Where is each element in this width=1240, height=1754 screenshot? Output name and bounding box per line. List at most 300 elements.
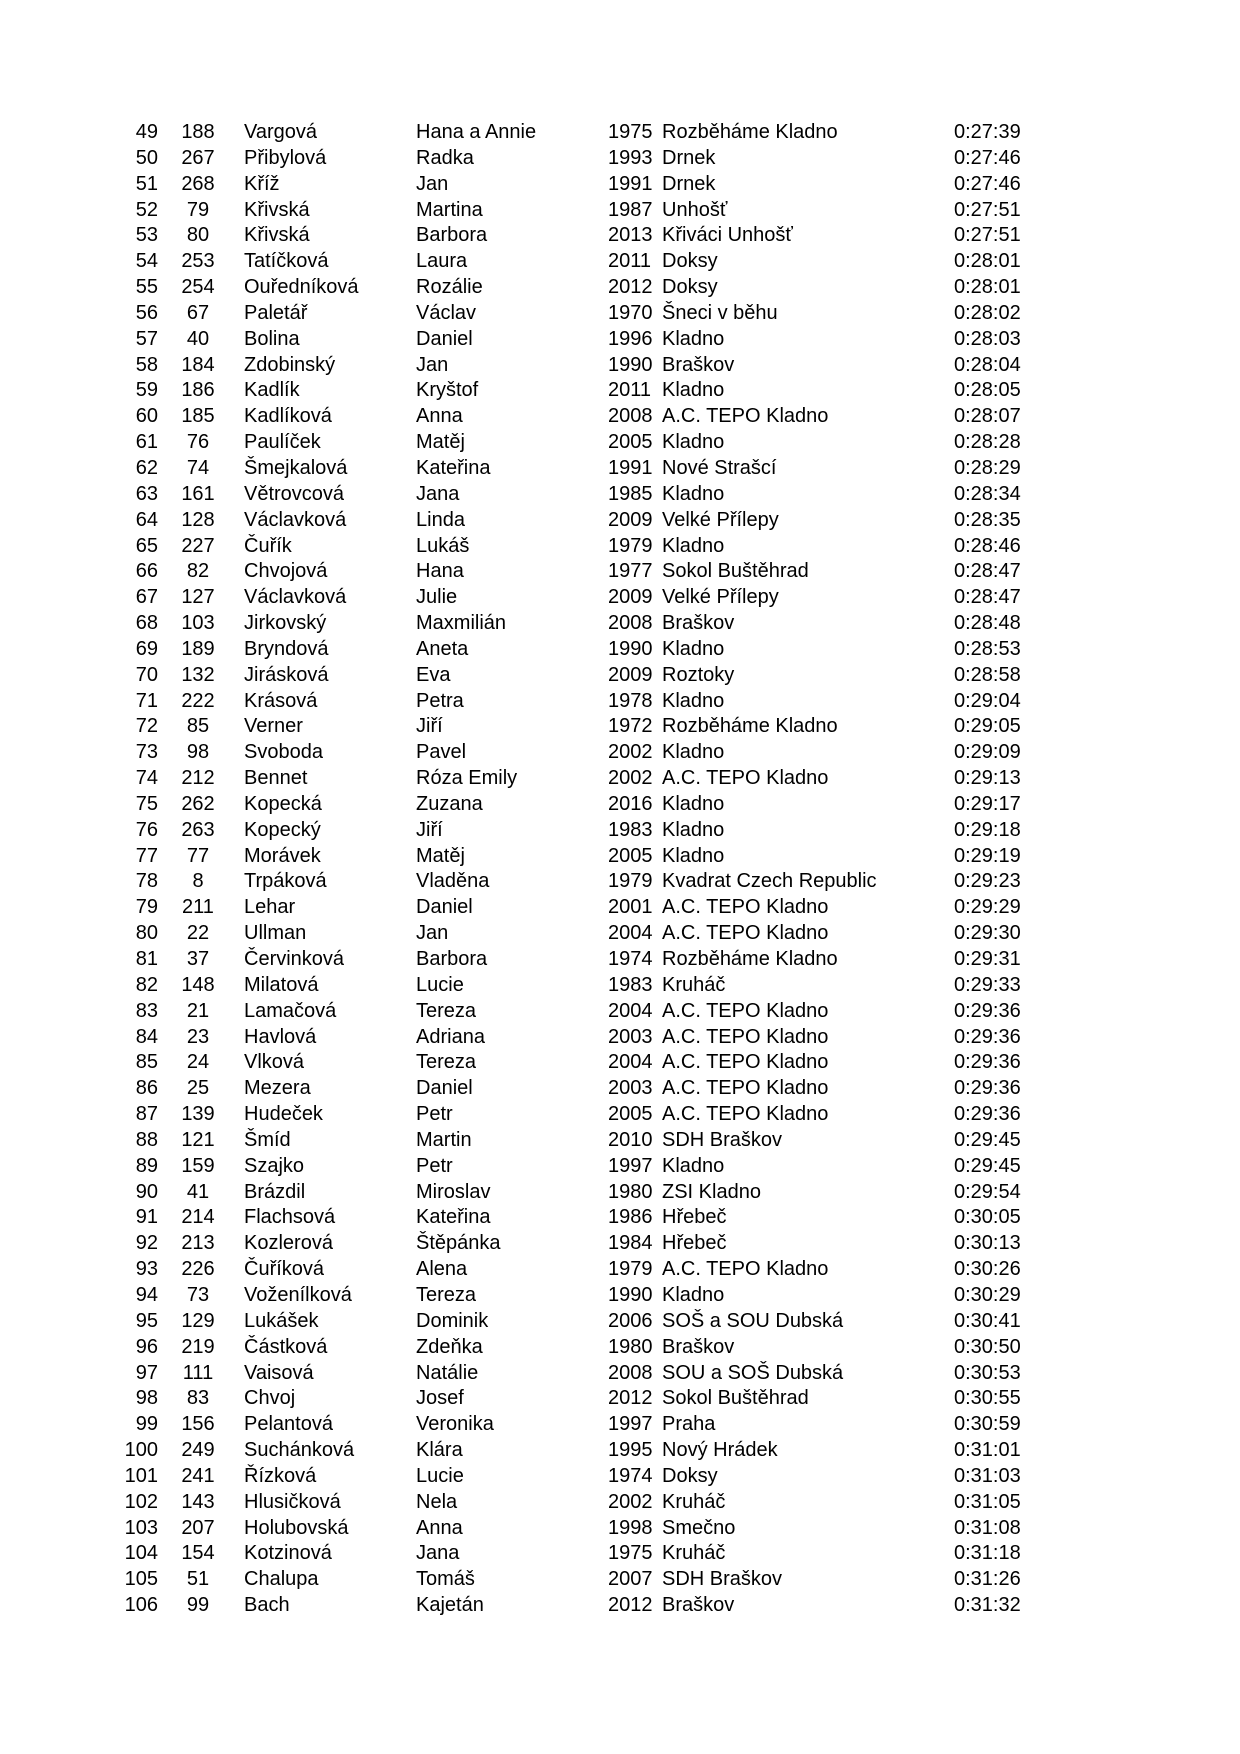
rank-cell: 69	[135, 637, 158, 660]
surname-cell: Svoboda	[244, 741, 323, 764]
rank-cell: 103	[124, 1516, 158, 1539]
rank-cell: 74	[135, 767, 158, 790]
club-cell: A.C. TEPO Kladno	[662, 922, 829, 945]
first-name-cell: Veronika	[416, 1413, 494, 1436]
table-row	[0, 1128, 1240, 1154]
birth-year-cell: 1975	[608, 1542, 653, 1565]
rank-cell: 93	[135, 1258, 158, 1281]
rank-cell: 83	[135, 999, 158, 1022]
finish-time-cell: 0:28:01	[954, 276, 1021, 299]
club-cell: Drnek	[662, 146, 716, 169]
first-name-cell: Hana a Annie	[416, 121, 537, 143]
first-name-cell: Alena	[416, 1258, 468, 1281]
table-row	[0, 869, 1240, 895]
finish-time-cell: 0:29:45	[954, 1154, 1021, 1177]
club-cell: Kladno	[662, 534, 725, 557]
rank-cell: 68	[135, 612, 158, 635]
club-cell: Unhošť	[662, 198, 728, 221]
bib-cell: 254	[181, 276, 215, 299]
table-row	[0, 1025, 1240, 1051]
results-table	[0, 120, 1240, 1619]
first-name-cell: Václav	[416, 301, 477, 324]
first-name-cell: Natálie	[416, 1361, 479, 1384]
birth-year-cell: 1993	[608, 146, 653, 169]
birth-year-cell: 1980	[608, 1180, 653, 1203]
finish-time-cell: 0:29:31	[954, 948, 1021, 970]
finish-time-cell: 0:28:04	[954, 353, 1021, 376]
first-name-cell: Adriana	[416, 1025, 485, 1048]
table-row	[0, 1593, 1240, 1619]
table-row	[0, 198, 1240, 224]
surname-cell: Šmejkalová	[244, 456, 348, 479]
table-row	[0, 508, 1240, 534]
first-name-cell: Laura	[416, 250, 468, 273]
rank-cell: 100	[124, 1439, 158, 1462]
surname-cell: Krásová	[244, 689, 318, 712]
rank-cell: 60	[135, 405, 158, 428]
rank-cell: 52	[135, 198, 158, 221]
bib-cell: 67	[186, 301, 210, 324]
first-name-cell: Kateřina	[416, 456, 491, 479]
club-cell: A.C. TEPO Kladno	[662, 1103, 829, 1126]
surname-cell: Trpáková	[244, 870, 327, 893]
rank-cell: 75	[135, 792, 158, 815]
surname-cell: Havlová	[244, 1025, 317, 1048]
surname-cell: Kopecká	[244, 792, 322, 815]
rank-cell: 105	[124, 1568, 158, 1591]
finish-time-cell: 0:29:45	[954, 1128, 1021, 1151]
rank-cell: 67	[135, 586, 158, 609]
first-name-cell: Petr	[416, 1154, 453, 1177]
birth-year-cell: 1978	[608, 689, 653, 712]
bib-cell: 213	[181, 1232, 215, 1255]
birth-year-cell: 2006	[608, 1309, 653, 1332]
bib-cell: 80	[186, 224, 210, 247]
first-name-cell: Jan	[416, 353, 449, 376]
bib-cell: 185	[181, 405, 215, 428]
club-cell: Kruháč	[662, 1542, 726, 1565]
surname-cell: Vlková	[244, 1051, 305, 1074]
finish-time-cell: 0:30:26	[954, 1258, 1021, 1281]
surname-cell: Chvojová	[244, 560, 328, 583]
surname-cell: Kozlerová	[244, 1232, 333, 1255]
rank-cell: 82	[135, 973, 158, 996]
bib-cell: 207	[181, 1516, 215, 1539]
rank-cell: 97	[135, 1361, 158, 1384]
club-cell: Sokol Buštěhrad	[662, 1387, 809, 1410]
table-row	[0, 689, 1240, 715]
club-cell: Doksy	[662, 1464, 718, 1487]
first-name-cell: Jana	[416, 1542, 460, 1565]
rank-cell: 77	[135, 844, 158, 867]
finish-time-cell: 0:31:32	[954, 1594, 1021, 1617]
bib-cell: 74	[186, 456, 210, 479]
table-row	[0, 844, 1240, 870]
club-cell: Kladno	[662, 792, 725, 815]
finish-time-cell: 0:29:36	[954, 1025, 1021, 1048]
finish-time-cell: 0:27:39	[954, 121, 1021, 143]
bib-cell: 82	[186, 560, 210, 583]
club-cell: Kladno	[662, 741, 725, 764]
rank-cell: 88	[135, 1128, 158, 1151]
birth-year-cell: 2005	[608, 1103, 653, 1126]
birth-year-cell: 2012	[608, 1387, 653, 1410]
table-row	[0, 482, 1240, 508]
bib-cell: 127	[181, 586, 215, 609]
finish-time-cell: 0:28:46	[954, 534, 1021, 557]
club-cell: Rozběháme Kladno	[662, 715, 838, 738]
club-cell: A.C. TEPO Kladno	[662, 1077, 829, 1100]
first-name-cell: Kryštof	[416, 379, 479, 402]
table-row	[0, 1464, 1240, 1490]
finish-time-cell: 0:28:02	[954, 301, 1021, 324]
club-cell: Šneci v běhu	[662, 301, 778, 324]
first-name-cell: Klára	[416, 1439, 463, 1462]
rank-cell: 63	[135, 482, 158, 505]
birth-year-cell: 2016	[608, 792, 653, 815]
rank-cell: 54	[135, 250, 158, 273]
finish-time-cell: 0:30:53	[954, 1361, 1021, 1384]
bib-cell: 24	[186, 1051, 210, 1074]
surname-cell: Tatíčková	[244, 250, 329, 273]
birth-year-cell: 1991	[608, 456, 653, 479]
bib-cell: 189	[181, 637, 215, 660]
finish-time-cell: 0:29:33	[954, 973, 1021, 996]
club-cell: A.C. TEPO Kladno	[662, 896, 829, 919]
first-name-cell: Hana	[416, 560, 464, 583]
surname-cell: Červinková	[244, 948, 345, 970]
table-row	[0, 1154, 1240, 1180]
table-row	[0, 1231, 1240, 1257]
birth-year-cell: 1980	[608, 1335, 653, 1358]
club-cell: Velké Přílepy	[662, 508, 779, 531]
surname-cell: Čuříková	[244, 1258, 325, 1281]
bib-cell: 159	[181, 1154, 215, 1177]
finish-time-cell: 0:27:51	[954, 198, 1021, 221]
rank-cell: 94	[135, 1283, 158, 1306]
first-name-cell: Maxmilián	[416, 612, 507, 635]
club-cell: Braškov	[662, 1594, 735, 1617]
surname-cell: Částková	[244, 1335, 328, 1358]
surname-cell: Bolina	[244, 327, 300, 350]
first-name-cell: Linda	[416, 508, 465, 531]
club-cell: Rozběháme Kladno	[662, 948, 838, 970]
finish-time-cell: 0:28:34	[954, 482, 1021, 505]
club-cell: Sokol Buštěhrad	[662, 560, 809, 583]
club-cell: Hřebeč	[662, 1232, 727, 1255]
bib-cell: 214	[181, 1206, 215, 1229]
birth-year-cell: 2008	[608, 612, 653, 635]
surname-cell: Ouředníková	[244, 276, 359, 299]
club-cell: Roztoky	[662, 663, 735, 686]
bib-cell: 41	[186, 1180, 210, 1203]
club-cell: A.C. TEPO Kladno	[662, 767, 829, 790]
table-row	[0, 714, 1240, 740]
birth-year-cell: 1979	[608, 534, 653, 557]
surname-cell: Morávek	[244, 844, 321, 867]
rank-cell: 86	[135, 1077, 158, 1100]
club-cell: Kvadrat Czech Republic	[662, 870, 877, 893]
first-name-cell: Daniel	[416, 896, 473, 919]
surname-cell: Hlusičková	[244, 1490, 341, 1513]
bib-cell: 21	[186, 999, 210, 1022]
rank-cell: 106	[124, 1594, 158, 1617]
first-name-cell: Daniel	[416, 1077, 473, 1100]
table-row	[0, 1050, 1240, 1076]
table-row	[0, 1412, 1240, 1438]
birth-year-cell: 2003	[608, 1077, 653, 1100]
finish-time-cell: 0:29:23	[954, 870, 1021, 893]
finish-time-cell: 0:31:08	[954, 1516, 1021, 1539]
table-row	[0, 353, 1240, 379]
first-name-cell: Matěj	[416, 844, 465, 867]
table-row	[0, 740, 1240, 766]
club-cell: Kladno	[662, 818, 725, 841]
bib-cell: 128	[181, 508, 215, 531]
club-cell: A.C. TEPO Kladno	[662, 1258, 829, 1281]
table-row	[0, 378, 1240, 404]
rank-cell: 72	[135, 715, 158, 738]
table-row	[0, 999, 1240, 1025]
table-row	[0, 663, 1240, 689]
surname-cell: Chvoj	[244, 1387, 296, 1410]
table-row	[0, 172, 1240, 198]
rank-cell: 104	[124, 1542, 158, 1565]
bib-cell: 132	[181, 663, 215, 686]
finish-time-cell: 0:31:26	[954, 1568, 1021, 1591]
first-name-cell: Petr	[416, 1103, 453, 1126]
birth-year-cell: 1983	[608, 818, 653, 841]
surname-cell: Paletář	[244, 301, 308, 324]
finish-time-cell: 0:29:18	[954, 818, 1021, 841]
first-name-cell: Jan	[416, 922, 449, 945]
rank-cell: 57	[135, 327, 158, 350]
finish-time-cell: 0:30:55	[954, 1387, 1021, 1410]
surname-cell: Křivská	[244, 198, 310, 221]
table-row	[0, 223, 1240, 249]
club-cell: ZSI Kladno	[662, 1180, 761, 1203]
rank-cell: 50	[135, 146, 158, 169]
birth-year-cell: 2008	[608, 405, 653, 428]
first-name-cell: Jiří	[416, 715, 443, 738]
surname-cell: Suchánková	[244, 1439, 355, 1462]
bib-cell: 98	[186, 741, 210, 764]
birth-year-cell: 2004	[608, 999, 653, 1022]
rank-cell: 78	[135, 870, 158, 893]
first-name-cell: Vladěna	[416, 870, 490, 893]
bib-cell: 263	[181, 818, 215, 841]
surname-cell: Chalupa	[244, 1568, 319, 1591]
rank-cell: 79	[135, 896, 158, 919]
rank-cell: 96	[135, 1335, 158, 1358]
rank-cell: 51	[135, 172, 158, 195]
club-cell: Kladno	[662, 379, 725, 402]
first-name-cell: Pavel	[416, 741, 467, 764]
bib-cell: 76	[186, 431, 210, 454]
table-row	[0, 430, 1240, 456]
bib-cell: 156	[181, 1413, 215, 1436]
finish-time-cell: 0:29:36	[954, 1051, 1021, 1074]
finish-time-cell: 0:30:41	[954, 1309, 1021, 1332]
birth-year-cell: 2011	[608, 250, 652, 273]
birth-year-cell: 1972	[608, 715, 653, 738]
bib-cell: 79	[186, 198, 210, 221]
club-cell: SDH Braškov	[662, 1568, 783, 1591]
birth-year-cell: 1975	[608, 121, 653, 143]
finish-time-cell: 0:29:36	[954, 1077, 1021, 1100]
table-row	[0, 1076, 1240, 1102]
bib-cell: 188	[181, 121, 215, 143]
rank-cell: 99	[135, 1413, 158, 1436]
surname-cell: Kadlíková	[244, 405, 332, 428]
first-name-cell: Jan	[416, 172, 449, 195]
table-row	[0, 1567, 1240, 1593]
table-row	[0, 1490, 1240, 1516]
finish-time-cell: 0:29:05	[954, 715, 1021, 738]
table-row	[0, 1102, 1240, 1128]
finish-time-cell: 0:29:19	[954, 844, 1021, 867]
bib-cell: 129	[181, 1309, 215, 1332]
finish-time-cell: 0:27:51	[954, 224, 1021, 247]
surname-cell: Flachsová	[244, 1206, 336, 1229]
club-cell: Kladno	[662, 689, 725, 712]
surname-cell: Kříž	[244, 172, 280, 195]
finish-time-cell: 0:28:28	[954, 431, 1021, 454]
bib-cell: 161	[181, 482, 215, 505]
bib-cell: 99	[186, 1594, 210, 1617]
rank-cell: 81	[135, 948, 158, 970]
surname-cell: Voženílková	[244, 1283, 352, 1306]
surname-cell: Holubovská	[244, 1516, 349, 1539]
first-name-cell: Daniel	[416, 327, 473, 350]
table-row	[0, 1309, 1240, 1335]
rank-cell: 80	[135, 922, 158, 945]
table-row	[0, 1283, 1240, 1309]
club-cell: Nové Strašcí	[662, 456, 777, 479]
first-name-cell: Jiří	[416, 818, 443, 841]
rank-cell: 70	[135, 663, 158, 686]
bib-cell: 267	[181, 146, 215, 169]
finish-time-cell: 0:29:09	[954, 741, 1021, 764]
table-row	[0, 766, 1240, 792]
finish-time-cell: 0:28:58	[954, 663, 1021, 686]
surname-cell: Szajko	[244, 1154, 305, 1177]
rank-cell: 98	[135, 1387, 158, 1410]
finish-time-cell: 0:30:05	[954, 1206, 1021, 1229]
birth-year-cell: 2010	[608, 1128, 653, 1151]
table-row	[0, 1541, 1240, 1567]
bib-cell: 8	[192, 870, 204, 893]
finish-time-cell: 0:30:29	[954, 1283, 1021, 1306]
rank-cell: 85	[135, 1051, 158, 1074]
club-cell: Nový Hrádek	[662, 1439, 778, 1462]
table-row	[0, 275, 1240, 301]
surname-cell: Čuřík	[244, 534, 292, 557]
finish-time-cell: 0:28:01	[954, 250, 1021, 273]
first-name-cell: Petra	[416, 689, 464, 712]
surname-cell: Verner	[244, 715, 303, 738]
first-name-cell: Tereza	[416, 1051, 477, 1074]
birth-year-cell: 1990	[608, 1283, 653, 1306]
rank-cell: 62	[135, 456, 158, 479]
surname-cell: Václavková	[244, 586, 347, 609]
table-row	[0, 947, 1240, 973]
table-row	[0, 301, 1240, 327]
club-cell: Braškov	[662, 353, 735, 376]
club-cell: Rozběháme Kladno	[662, 121, 838, 143]
birth-year-cell: 1995	[608, 1439, 653, 1462]
first-name-cell: Kajetán	[416, 1594, 484, 1617]
bib-cell: 262	[181, 792, 215, 815]
rank-cell: 84	[135, 1025, 158, 1048]
first-name-cell: Dominik	[416, 1309, 489, 1332]
table-row	[0, 120, 1240, 146]
birth-year-cell: 2011	[608, 379, 652, 402]
bib-cell: 23	[186, 1025, 210, 1048]
birth-year-cell: 2001	[608, 896, 653, 919]
finish-time-cell: 0:29:54	[954, 1180, 1021, 1203]
bib-cell: 121	[181, 1128, 215, 1151]
club-cell: Kladno	[662, 1283, 725, 1306]
finish-time-cell: 0:28:29	[954, 456, 1021, 479]
birth-year-cell: 1987	[608, 198, 653, 221]
surname-cell: Kotzinová	[244, 1542, 332, 1565]
first-name-cell: Zdeňka	[416, 1335, 483, 1358]
finish-time-cell: 0:27:46	[954, 146, 1021, 169]
rank-cell: 66	[135, 560, 158, 583]
first-name-cell: Zuzana	[416, 792, 483, 815]
surname-cell: Šmíd	[244, 1128, 291, 1151]
bib-cell: 37	[186, 948, 210, 970]
rank-cell: 56	[135, 301, 158, 324]
first-name-cell: Martin	[416, 1128, 472, 1151]
bib-cell: 186	[181, 379, 215, 402]
club-cell: A.C. TEPO Kladno	[662, 999, 829, 1022]
birth-year-cell: 1984	[608, 1232, 653, 1255]
birth-year-cell: 1985	[608, 482, 653, 505]
table-row	[0, 611, 1240, 637]
bib-cell: 83	[186, 1387, 210, 1410]
bib-cell: 148	[181, 973, 215, 996]
rank-cell: 53	[135, 224, 158, 247]
birth-year-cell: 2009	[608, 508, 653, 531]
finish-time-cell: 0:29:30	[954, 922, 1021, 945]
finish-time-cell: 0:28:03	[954, 327, 1021, 350]
finish-time-cell: 0:29:36	[954, 999, 1021, 1022]
finish-time-cell: 0:28:35	[954, 508, 1021, 531]
first-name-cell: Štěpánka	[416, 1232, 501, 1255]
rank-cell: 76	[135, 818, 158, 841]
rank-cell: 95	[135, 1309, 158, 1332]
club-cell: Praha	[662, 1413, 716, 1436]
table-row	[0, 1438, 1240, 1464]
surname-cell: Lamačová	[244, 999, 337, 1022]
birth-year-cell: 1979	[608, 870, 653, 893]
bib-cell: 25	[186, 1077, 210, 1100]
bib-cell: 184	[181, 353, 215, 376]
bib-cell: 85	[186, 715, 210, 738]
rank-cell: 58	[135, 353, 158, 376]
finish-time-cell: 0:29:13	[954, 767, 1021, 790]
club-cell: SOŠ a SOU Dubská	[662, 1309, 844, 1332]
bib-cell: 22	[186, 922, 210, 945]
first-name-cell: Róza Emily	[416, 767, 518, 790]
bib-cell: 111	[182, 1361, 214, 1384]
birth-year-cell: 2008	[608, 1361, 653, 1384]
club-cell: Smečno	[662, 1516, 736, 1539]
finish-time-cell: 0:30:50	[954, 1335, 1021, 1358]
table-row	[0, 404, 1240, 430]
